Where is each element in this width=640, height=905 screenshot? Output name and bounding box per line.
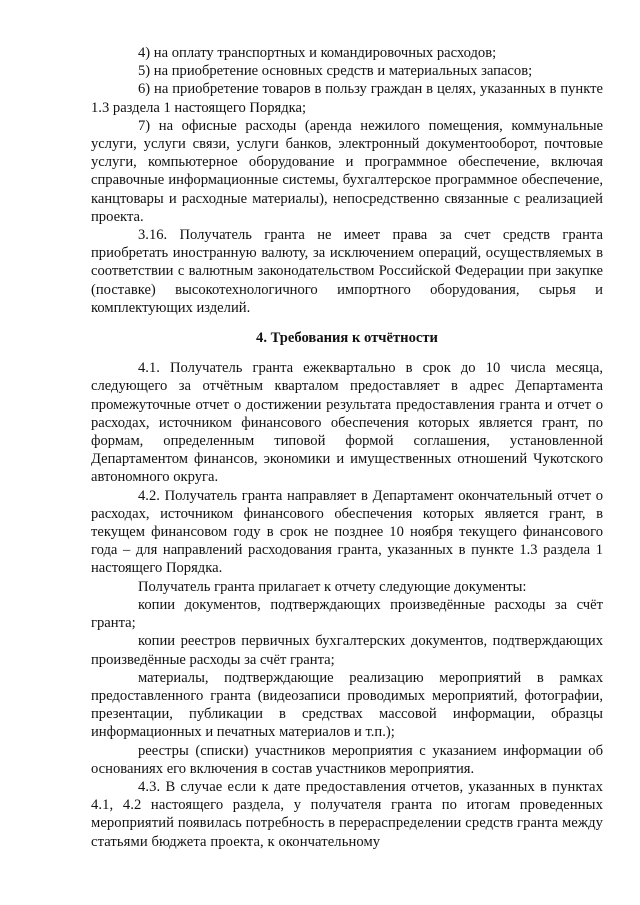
list-item-7: 7) на офисные расходы (аренда нежилого помещения, коммунальные услуги, услуги связи, услуги банков, электронный документооборот, почтовые услуги, компьютерное оборудование и программное обеспечение, включая справочные информационные системы, бухгалтерское программное обеспечение, канцтовары и расходные материалы), непосредственно связанные с реализацией проекта.: [91, 117, 603, 225]
list-item-4: 4) на оплату транспортных и командировочных расходов;: [138, 45, 497, 61]
attachment-item-2: копии реестров первичных бухгалтерских документов, подтверждающих произведённые расходы за счёт гранта;: [91, 633, 603, 668]
list-item-5: 5) на приобретение основных средств и материальных запасов;: [138, 63, 533, 80]
attachment-item-4: реестры (списки) участников мероприятия с указанием информации об основаниях его включения в состав участников мероприятия.: [91, 742, 603, 777]
section-4-heading: 4. Требования к отчётности: [256, 330, 438, 347]
attachments-intro: Получатель гранта прилагает к отчету следующие документы:: [138, 578, 527, 595]
list-item-6: 6) на приобретение товаров в пользу граждан в целях, указанных в пункте 1.3 раздела 1 настоящего Порядка;: [91, 81, 603, 116]
paragraph-4-3: 4.3. В случае если к дате предоставления отчетов, указанных в пунктах 4.1, 4.2 настоящего раздела, у получателя гранта по итогам проведенных мероприятий появилась потребность в перераспределении средств гранта между статьями бюджета проекта, к окончательному: [91, 778, 603, 850]
attachment-item-1: копии документов, подтверждающих произведённые расходы за счёт гранта;: [91, 596, 603, 632]
document-body: [91, 44, 603, 851]
attachment-item-3: материалы, подтверждающие реализацию мероприятий в рамках предоставленного гранта (видеозаписи проводимых мероприятий, фотографии, презентации, публикации в средствах массовой информации, образцы информационных и печатных материалов и т.п.);: [91, 669, 603, 741]
paragraph-3-16: 3.16. Получатель гранта не имеет права за счет средств гранта приобретать иностранную валюту, за исключением операций, осуществляемых в соответствии с валютным законодательством Российской Федерации при закупке (поставке) высокотехнологичного импортного оборудования, сырья и комплектующих изделий.: [91, 227, 603, 316]
paragraph-4-2: 4.2. Получатель гранта направляет в Департамент окончательный отчет о расходах, источником финансового обеспечения которых является грант, в текущем финансовом году в срок не позднее 10 ноября текущего финансового года – для направлений расходования гранта, указанных в пункте 1.3 раздела 1 настоящего Порядка.: [91, 487, 603, 577]
paragraph-4-1: 4.1. Получатель гранта ежеквартально в срок до 10 числа месяца, следующего за отчётным кварталом предоставляет в адрес Департамента промежуточные отчет о достижении результата предоставления гранта и отчет о расходах, источником финансового обеспечения которых является грант, по формам, определенным типовой формой соглашения, установленной Департаментом финансов, экономики и имущественных отношений Чукотского автономного округа.: [91, 360, 603, 486]
